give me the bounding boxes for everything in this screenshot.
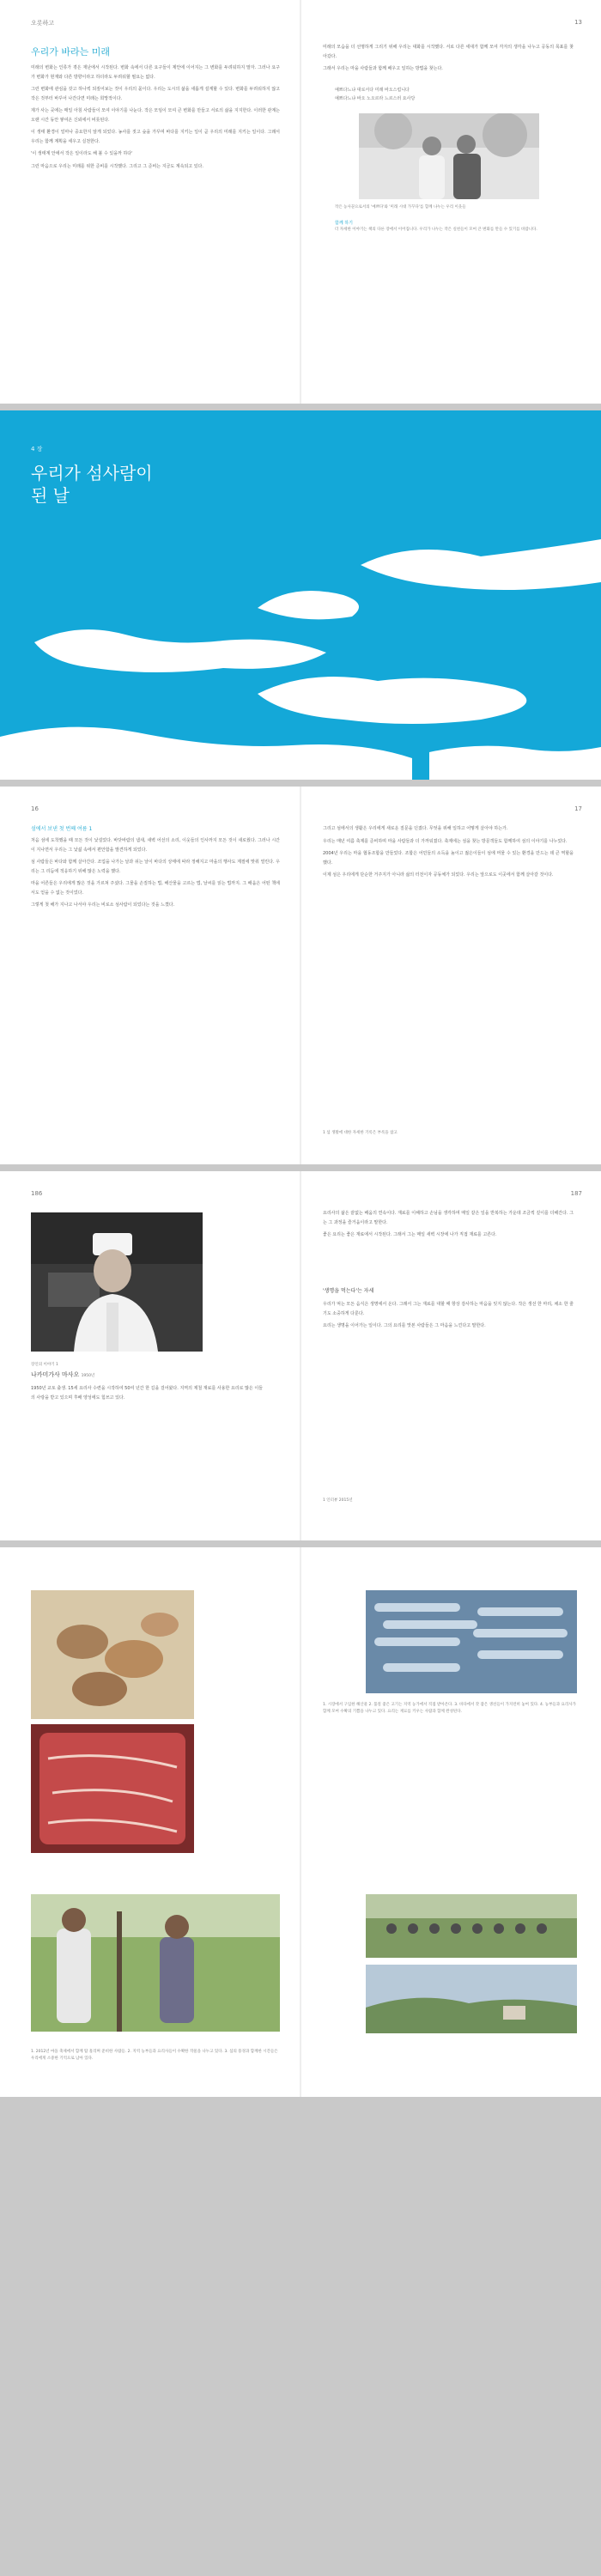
- left-page: [0, 787, 300, 1164]
- fish-illustration: [366, 1590, 577, 1693]
- paragraph: 처음 섬에 도착했을 때 모든 것이 낯설었다. 바닷바람의 냄새, 새벽 어선의 소리, 이웃들의 인사까지 모든 것이 새로웠다. 그러나 시간이 지나면서 우리는 그 낯섦 속에서 편안함을 발견하게 되었다.: [31, 838, 280, 853]
- note-title: 함께 하기: [335, 221, 353, 226]
- portrait-photo-couple: [359, 113, 539, 199]
- spread-2: [0, 787, 601, 1164]
- paragraph: 2004년 우리는 마을 협동조합을 만들었다. 조합은 어민들의 소득을 높이고 젊은이들이 섬에 머물 수 있는 환경을 만드는 데 큰 역할을 했다.: [323, 851, 574, 866]
- left-body-text: [31, 64, 280, 174]
- paragraph: 그리고 섬에서의 생활은 우리에게 새로운 질문을 던졌다. 무엇을 위해 일하고 어떻게 살아야 하는가.: [323, 826, 508, 831]
- note-body: 더 자세한 이야기는 책의 다른 장에서 이어집니다. 우리가 나누는 작은 실천들이 모여 큰 변화를 만들 수 있기를 바랍니다.: [335, 228, 537, 232]
- paragraph: 제가 사는 곳에는 매일 아침 사람들이 모여 이야기를 나눈다. 작은 모임이 모여 큰 변화를 만들고 서로의 삶을 지지한다. 이러한 관계는 오랜 시간 동안 쌓여온 신뢰에서 비롯된다.: [31, 108, 280, 123]
- paragraph: 마을 어른들은 우리에게 많은 것을 가르쳐 주셨다. 그물을 손질하는 법, 해산물을 고르는 법, 날씨를 읽는 법까지. 그 배움은 어떤 책에서도 얻을 수 없는 것이었다.: [31, 881, 280, 896]
- fish-market-photo: [366, 1590, 577, 1693]
- left-body-text: [31, 836, 280, 914]
- bottom-filler: [0, 2097, 601, 2566]
- island-landscape-photo: [366, 1965, 577, 2033]
- photo-illustration: [359, 113, 539, 199]
- section-title: 섬에서 보낸 첫 번째 여름 1: [31, 826, 93, 832]
- spread-3: [0, 1171, 601, 1540]
- right-page: [300, 1171, 601, 1540]
- right-captions: 1. 시장에서 구입한 해산물 2. 품질 좋은 고기는 지역 농가에서 직접 받아온다. 3. 바다에서 갓 잡은 생선들이 가지런히 놓여 있다. 4. 농부들과 요리사가 함께 모여 수확의 기쁨을 나누고 있다. 요리는 재료를 키우는 사람과 함께 완성된다.: [323, 1703, 576, 1714]
- paragraph: 이제 섬은 우리에게 단순한 거주지가 아니라 삶의 터전이자 공동체가 되었다. 우리는 앞으로도 이곳에서 함께 살아갈 것이다.: [323, 872, 554, 878]
- right-body-text-2: [323, 1300, 574, 1334]
- food-photo-beef: [31, 1724, 194, 1853]
- left-page: [0, 1171, 300, 1540]
- chapter-title-line: 우리가 섬사람이: [31, 463, 153, 483]
- farmers-illustration: [31, 1894, 280, 2032]
- paragraph: 우리는 매년 여름 축제를 준비하며 마을 사람들과 더 가까워졌다. 축제에는 섬을 찾는 방문객들도 함께하여 섬의 이야기를 나누었다.: [323, 838, 568, 844]
- footnote: 1 섬 생활에 대한 자세한 기록은 부록을 참고: [323, 1131, 398, 1135]
- paragraph: 요리는 생명을 이어가는 일이다. 그의 요리를 맛본 사람들은 그 마음을 느낀다고 말한다.: [323, 1323, 486, 1328]
- left-page: [0, 0, 300, 404]
- right-body-text: [323, 43, 574, 77]
- spread-1: [0, 0, 601, 404]
- chapter-number: 4 장: [31, 446, 43, 453]
- chef-illustration: [31, 1212, 203, 1352]
- group-photo: [366, 1894, 577, 1958]
- quote-line: 예쁘다느냐 바오 노오르라 느르스러 요사당: [335, 96, 416, 101]
- beef-illustration: [31, 1724, 194, 1853]
- group-illustration: [366, 1894, 577, 1958]
- quote-line: 예쁘다느냐 대로서다 미래 바오스럽니다: [335, 88, 410, 93]
- spread-4: [0, 1547, 601, 2097]
- page-number: 16: [31, 805, 39, 812]
- chef-portrait-photo: [31, 1212, 203, 1352]
- paragraph: 미래의 모습을 더 선명하게 그리기 위해 우리는 대화를 시작했다. 서로 다른 세대가 함께 모여 각자의 생각을 나누고 공동의 목표를 찾아갔다.: [323, 45, 574, 59]
- chapter-title-line: 된 날: [31, 485, 70, 506]
- paragraph: 그래서 우리는 마을 사람들과 함께 배우고 일하는 방법을 찾는다.: [323, 66, 443, 71]
- page-number: 13: [574, 19, 582, 26]
- chapter-opener: [0, 410, 601, 780]
- paragraph: '이 생태계 안에서 작은 일이라도 해 볼 수 있을까 하다': [31, 151, 133, 156]
- paragraph: 그런 변화에 관심을 갖고 하나씩 되짚어보는 것이 우리의 몫이다. 우리는 도시의 삶을 새롭게 설계할 수 있다. 변화를 두려워하지 않고 작은 것부터 바꾸어 나간다면 미래는 희망적이다.: [31, 87, 280, 101]
- bottom-captions: 1. 2012년 마을 축제에서 함께 땀 흘리며 준비한 사람들. 2. 지역 농부들과 요리사들이 수확한 작물을 나누고 있다. 3. 섬의 풍경과 함께한 시간들은 우리에게 소중한 기억으로 남아 있다.: [31, 2050, 278, 2061]
- quote-block: [335, 86, 567, 103]
- page-number: 186: [31, 1190, 43, 1197]
- farmers-photo: [31, 1894, 280, 2032]
- paragraph: 우리가 먹는 모든 음식은 생명에서 온다. 그래서 그는 재료를 대할 때 항상 감사하는 마음을 잊지 않는다. 작은 생선 한 마리, 채소 한 줄기도 소중하게 다룬다.: [323, 1302, 574, 1316]
- paragraph: 좋은 요리는 좋은 재료에서 시작된다. 그래서 그는 매일 새벽 시장에 나가 직접 재료를 고른다.: [323, 1232, 497, 1237]
- paragraph: 섬 사람들은 바다와 함께 살아간다. 조업을 나가는 날과 쉬는 날이 바다의 상태에 따라 정해지고 마을의 행사도 계절에 맞춰 열린다. 우리는 그 리듬에 적응하기 위해 많은 노력을 했다.: [31, 860, 280, 874]
- paragraph: 미래의 변화는 인류가 겪은 재난에서 시작된다. 변화 속에서 다른 요구들이 제안에 이어지는 그 변화를 두려워하지 말자. 그러나 요구가 변화가 현재와 다른 방향이라고 하더라도 두려워할 필요는 없다.: [31, 65, 280, 80]
- food-photo-seafood: [31, 1590, 194, 1719]
- landscape-illustration: [366, 1965, 577, 2033]
- subheading: '생명을 먹는다'는 자세: [323, 1288, 374, 1294]
- paragraph: 그렇게 첫 해가 지나고 나서야 우리는 비로소 섬사람이 되었다는 것을 느꼈다.: [31, 902, 175, 908]
- portrait-name: 나카미가사 마사오: [31, 1371, 80, 1378]
- right-page: [300, 0, 601, 404]
- paragraph: 그런 마음으로 우리는 미래를 위한 준비를 시작했다. 그리고 그 준비는 지금도 계속되고 있다.: [31, 163, 203, 169]
- portrait-bio: 1950년 교토 출생. 15세 요리사 수련을 시작하여 50여 년간 한 길을 걸어왔다. 지역의 제철 재료를 사용한 요리로 많은 이들의 사랑을 받고 있으며 후배 양성에도 힘쓰고 있다.: [31, 1386, 263, 1400]
- photo-caption: 작은 농사꾼으로서의 '예쁘다'와 '미래 시대 가꾸다'를 함께 나누는 우리 이웃들: [335, 205, 466, 210]
- right-body-text: [323, 1209, 574, 1243]
- footnote: 1 인터뷰 2015년: [323, 1498, 353, 1503]
- seafood-illustration: [31, 1590, 194, 1719]
- section-title: 우리가 바라는 미래: [31, 46, 111, 58]
- island-illustration: [0, 410, 601, 780]
- page-number: 17: [574, 805, 582, 812]
- side-note: [335, 220, 567, 234]
- paragraph: 요리사의 삶은 끝없는 배움의 연속이다. 재료를 이해하고 손님을 생각하며 매일 같은 일을 반복하는 가운데 조금씩 깊이를 더해간다. 그는 그 과정을 즐거움이라고 말한다.: [323, 1211, 574, 1225]
- portrait-name-suffix: 1950년: [81, 1374, 95, 1378]
- portrait-label: 장인의 이야기 1: [31, 1363, 58, 1367]
- right-page: [300, 787, 601, 1164]
- right-body-text: [323, 824, 574, 884]
- left-page: [0, 1547, 300, 2097]
- page-number: 187: [570, 1190, 582, 1197]
- paragraph: 이 생태 환경이 얼마나 중요한지 알게 되었다. 농사를 짓고 숲을 가꾸며 바다를 지키는 일이 곧 우리의 미래를 지키는 일이다. 그래서 우리는 함께 계획을 세우고 실천한다.: [31, 130, 280, 144]
- portrait-name-line: [31, 1370, 94, 1379]
- right-page: [300, 1547, 601, 2097]
- running-header: 오롯하고: [31, 20, 55, 27]
